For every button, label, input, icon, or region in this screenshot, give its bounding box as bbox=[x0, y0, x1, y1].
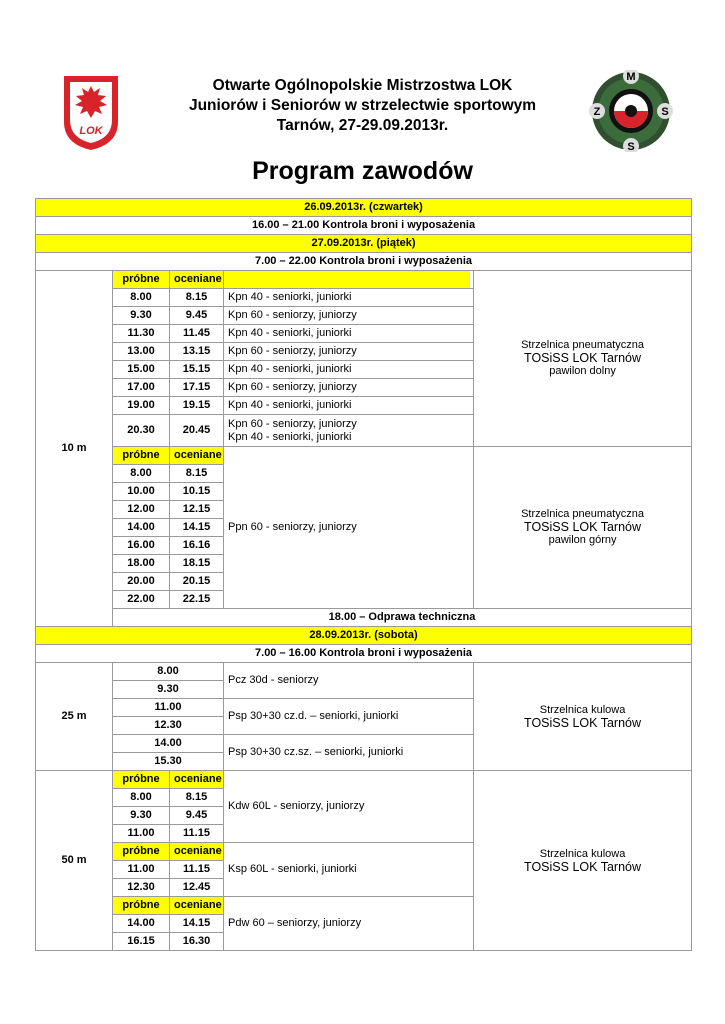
location-line: Strzelnica kulowa bbox=[539, 847, 626, 860]
time-cell: 13.15 bbox=[170, 343, 224, 361]
day-header-3: 28.09.2013r. (sobota) bbox=[36, 627, 692, 645]
event-cell bbox=[224, 415, 474, 447]
time-cell: 16.16 bbox=[170, 537, 224, 555]
time-cell: 12.45 bbox=[170, 879, 224, 897]
time-cell: 12.30 bbox=[113, 717, 224, 735]
event-cell: Ppn 60 - seniorzy, juniorzy bbox=[224, 447, 474, 609]
time-cell: 16.30 bbox=[170, 933, 224, 951]
location-line: pawilon górny bbox=[548, 534, 617, 546]
event-cell: Kpn 40 - seniorki, juniorki bbox=[224, 397, 474, 415]
time-cell: 13.00 bbox=[113, 343, 170, 361]
event-cell: Kpn 60 - seniorzy, juniorzy bbox=[224, 379, 474, 397]
header-line-3: Tarnów, 27-29.09.2013r. bbox=[276, 117, 449, 134]
time-cell: 12.00 bbox=[113, 501, 170, 519]
time-cell: 8.00 bbox=[113, 289, 170, 307]
time-cell: 17.15 bbox=[170, 379, 224, 397]
time-cell: 20.45 bbox=[170, 415, 224, 447]
time-cell: 8.15 bbox=[170, 289, 224, 307]
time-cell: 9.30 bbox=[113, 307, 170, 325]
location-pneumatic-upper bbox=[474, 447, 692, 609]
event-cell: Psp 30+30 cz.sz. – seniorki, juniorki bbox=[224, 735, 474, 771]
time-cell: 15.30 bbox=[113, 753, 224, 771]
logo-letter-z: Z bbox=[593, 106, 601, 118]
time-cell: 19.15 bbox=[170, 397, 224, 415]
header-line-1: Otwarte Ogólnopolskie Mistrzostwa LOK bbox=[212, 77, 513, 94]
event-cell: Kdw 60L - seniorzy, juniorzy bbox=[224, 771, 474, 843]
location-line: Strzelnica kulowa bbox=[539, 703, 626, 716]
time-cell: 12.30 bbox=[113, 879, 170, 897]
event-line: Kpn 40 - seniorki, juniorki bbox=[228, 430, 352, 443]
col-oceniane: oceniane bbox=[170, 271, 224, 289]
time-cell: 9.45 bbox=[170, 307, 224, 325]
time-cell: 14.15 bbox=[170, 915, 224, 933]
location-line: Strzelnica pneumatyczna bbox=[521, 508, 644, 520]
time-cell: 22.00 bbox=[113, 591, 170, 609]
logo-letter-m: M bbox=[626, 71, 636, 83]
time-cell: 8.00 bbox=[113, 465, 170, 483]
time-cell: 18.00 bbox=[113, 555, 170, 573]
col-probne: próbne bbox=[113, 843, 170, 861]
day-info-1: 16.00 – 21.00 Kontrola broni i wyposażenia bbox=[36, 217, 692, 235]
col-probne: próbne bbox=[113, 897, 170, 915]
location-line: TOSiSS LOK Tarnów bbox=[524, 715, 641, 730]
location-line: TOSiSS LOK Tarnów bbox=[524, 859, 641, 874]
time-cell: 20.30 bbox=[113, 415, 170, 447]
time-cell: 11.15 bbox=[170, 861, 224, 879]
event-line: Kpn 60 - seniorzy, juniorzy bbox=[228, 417, 357, 430]
event-cell: Kpn 60 - seniorzy, juniorzy bbox=[224, 343, 474, 361]
schedule-table bbox=[35, 198, 692, 951]
time-cell: 8.00 bbox=[113, 663, 224, 681]
day-info-3: 7.00 – 16.00 Kontrola broni i wyposażenia bbox=[36, 645, 692, 663]
col-probne: próbne bbox=[113, 447, 170, 465]
col-oceniane: oceniane bbox=[170, 843, 224, 861]
time-cell: 14.00 bbox=[113, 735, 224, 753]
page-title: Program zawodów bbox=[252, 157, 473, 185]
event-cell: Kpn 40 - seniorki, juniorki bbox=[224, 325, 474, 343]
time-cell: 9.30 bbox=[113, 807, 170, 825]
location-bullet-50 bbox=[474, 771, 692, 951]
event-cell: Psp 30+30 cz.d. – seniorki, juniorki bbox=[224, 699, 474, 735]
time-cell: 11.15 bbox=[170, 825, 224, 843]
time-cell: 11.45 bbox=[170, 325, 224, 343]
col-probne: próbne bbox=[113, 271, 170, 289]
col-oceniane: oceniane bbox=[170, 897, 224, 915]
event-cell: Kpn 40 - seniorki, juniorki bbox=[224, 361, 474, 379]
time-cell: 8.15 bbox=[170, 465, 224, 483]
location-line: pawilon dolny bbox=[549, 365, 616, 377]
day-info-2: 7.00 – 22.00 Kontrola broni i wyposażenia bbox=[36, 253, 692, 271]
time-cell: 11.00 bbox=[113, 861, 170, 879]
event-cell: Ksp 60L - seniorki, juniorki bbox=[224, 843, 474, 897]
distance-10m: 10 m bbox=[36, 271, 113, 627]
location-line: TOSiSS LOK Tarnów bbox=[524, 351, 641, 365]
col-oceniane: oceniane bbox=[170, 447, 224, 465]
mzss-logo bbox=[585, 70, 677, 152]
event-cell: Pdw 60 – seniorzy, juniorzy bbox=[224, 897, 474, 951]
time-cell: 9.45 bbox=[170, 807, 224, 825]
header-line-2: Juniorów i Seniorów w strzelectwie sportowym bbox=[188, 97, 537, 114]
time-cell: 17.00 bbox=[113, 379, 170, 397]
time-cell: 11.30 bbox=[113, 325, 170, 343]
time-cell: 14.15 bbox=[170, 519, 224, 537]
technical-briefing: 18.00 – Odprawa techniczna bbox=[113, 609, 692, 627]
time-cell: 8.00 bbox=[113, 789, 170, 807]
location-line: TOSiSS LOK Tarnów bbox=[524, 520, 641, 534]
time-cell: 18.15 bbox=[170, 555, 224, 573]
distance-50m: 50 m bbox=[36, 771, 113, 951]
time-cell: 10.00 bbox=[113, 483, 170, 501]
time-cell: 14.00 bbox=[113, 915, 170, 933]
time-cell: 19.00 bbox=[113, 397, 170, 415]
location-line: Strzelnica pneumatyczna bbox=[521, 339, 644, 351]
event-cell: Pcz 30d - seniorzy bbox=[224, 663, 474, 699]
time-cell: 20.00 bbox=[113, 573, 170, 591]
day-header-2: 27.09.2013r. (piątek) bbox=[36, 235, 692, 253]
location-pneumatic-lower bbox=[474, 271, 692, 447]
time-cell: 16.00 bbox=[113, 537, 170, 555]
time-cell: 15.00 bbox=[113, 361, 170, 379]
time-cell: 11.00 bbox=[113, 825, 170, 843]
col-probne: próbne bbox=[113, 771, 170, 789]
day-header-1: 26.09.2013r. (czwartek) bbox=[36, 199, 692, 217]
distance-25m: 25 m bbox=[36, 663, 113, 771]
time-cell: 16.15 bbox=[113, 933, 170, 951]
time-cell: 20.15 bbox=[170, 573, 224, 591]
header-spacer bbox=[224, 271, 474, 289]
time-cell: 15.15 bbox=[170, 361, 224, 379]
lok-logo bbox=[60, 72, 122, 152]
time-cell: 22.15 bbox=[170, 591, 224, 609]
col-oceniane: oceniane bbox=[170, 771, 224, 789]
time-cell: 9.30 bbox=[113, 681, 224, 699]
logo-left-text: LOK bbox=[79, 125, 103, 137]
event-cell: Kpn 40 - seniorki, juniorki bbox=[224, 289, 474, 307]
logo-letter-s1: S bbox=[661, 106, 669, 118]
event-cell: Kpn 60 - seniorzy, juniorzy bbox=[224, 307, 474, 325]
time-cell: 10.15 bbox=[170, 483, 224, 501]
location-bullet-25 bbox=[474, 663, 692, 771]
logo-letter-s2: S bbox=[627, 141, 635, 152]
time-cell: 8.15 bbox=[170, 789, 224, 807]
time-cell: 11.00 bbox=[113, 699, 224, 717]
time-cell: 14.00 bbox=[113, 519, 170, 537]
time-cell: 12.15 bbox=[170, 501, 224, 519]
